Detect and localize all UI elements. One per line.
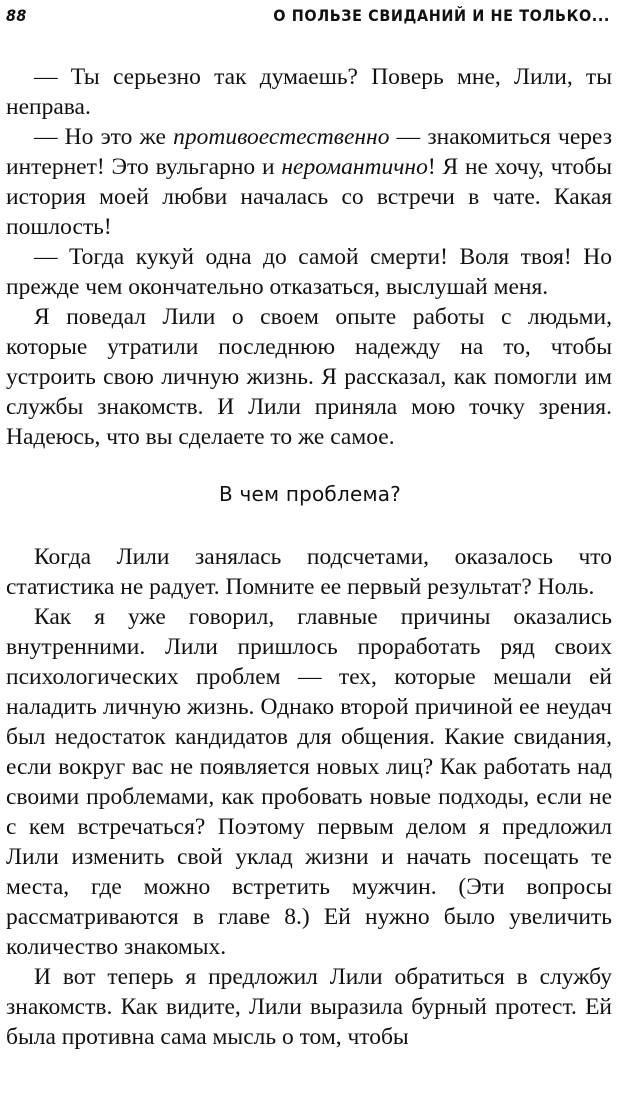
body-text-section-2 bbox=[6, 542, 612, 1052]
section-heading: В чем проблема? bbox=[218, 482, 402, 506]
text-run: — знакомиться через интернет! Это вульгарно и bbox=[6, 124, 613, 180]
text-run: ! Я не хочу, чтобы история моей любви началась со встречи в чате. Какая пошлость! bbox=[6, 154, 612, 240]
paragraph: — Тогда кукуй одна до самой смерти! Воля твоя! Но прежде чем окончательно отказаться, выслушай меня. bbox=[6, 244, 612, 300]
running-head bbox=[6, 6, 610, 36]
paragraph bbox=[6, 122, 612, 242]
paragraph: — Ты серьезно так думаешь? Поверь мне, Лили, ты неправа. bbox=[6, 64, 612, 120]
paragraph: Когда Лили занялась подсчетами, оказалось что статистика не радует. Помните ее первый результат? Ноль. bbox=[6, 544, 612, 600]
paragraph: Я поведал Лили о своем опыте работы с людьми, которые утратили последнюю надежду на то, чтобы устроить свою личную жизнь. Я рассказал, как помогли им службы знакомств. И Лили приняла мою точку зрения. Надеюсь, что вы сделаете то же самое. bbox=[6, 304, 612, 450]
body-text-section-1 bbox=[6, 62, 612, 452]
text-run: — Но это же bbox=[34, 124, 174, 150]
page-number: 88 bbox=[6, 6, 27, 25]
emphasis-text: неромантично bbox=[281, 154, 428, 180]
running-header-title: О ПОЛЬЗЕ СВИДАНИЙ И НЕ ТОЛЬКО... bbox=[273, 6, 610, 25]
paragraph: И вот теперь я предложил Лили обратиться в службу знакомств. Как видите, Лили выразила бурный протест. Ей была противна сама мысль о том, чтобы bbox=[6, 964, 612, 1050]
paragraph: Как я уже говорил, главные причины оказались внутренними. Лили пришлось проработать ряд своих психологических проблем — тех, которые мешали ей наладить личную жизнь. Однако второй причиной ее неудач был недостаток кандидатов для общения. Какие свидания, если вокруг вас не появляется новых лиц? Как работать над своими проблемами, как пробовать новые подходы, если не с кем встречаться? Поэтому первым делом я предложил Лили изменить свой уклад жизни и начать посещать те места, где можно встретить мужчин. (Эти вопросы рассматриваются в главе 8.) Ей нужно было увеличить количество знакомых. bbox=[6, 604, 612, 960]
emphasis-text: противоестественно bbox=[173, 124, 390, 150]
